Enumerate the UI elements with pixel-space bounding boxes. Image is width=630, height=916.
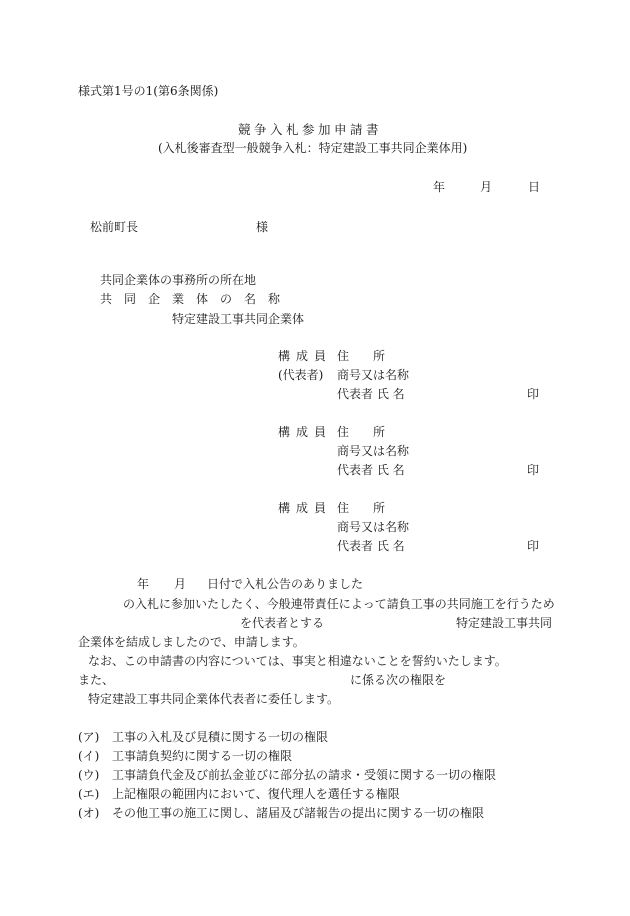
member-company-label: 商号又は名称 [337,444,410,458]
body-year: 年 [137,577,150,591]
jv-type-label: 特定建設工事共同企業体 [172,312,305,326]
body-line-3b: 特定建設工事共同 [456,616,553,630]
list-item-mark: (ウ) [78,768,100,782]
member-rep-name-label: 代表者 氏 名 [337,463,405,477]
jv-name-label: 共同企業体の名称 [100,292,293,306]
body-line-7: 特定建設工事共同企業体代表者に委任します。 [88,692,340,706]
list-item-text: 工事請負代金及び前払金並びに部分払の請求・受領に関する一切の権限 [112,768,497,782]
seal-mark: 印 [527,387,540,401]
list-item-mark: (ア) [78,730,100,744]
list-item-text: 工事請負契約に関する一切の権限 [112,749,293,763]
seal-mark: 印 [527,539,540,553]
document-title: 競争入札参加申請書 [238,122,383,137]
date-day: 日 [528,180,541,194]
document-subtitle: (入札後審査型一般競争入札：特定建設工事共同企業体用) [158,141,468,155]
member-address-label: 住 所 [337,501,386,515]
date-year: 年 [433,180,446,194]
body-month: 月 [174,577,187,591]
form-number: 様式第1号の1(第6条関係) [78,84,219,98]
body-line-4: 企業体を結成しましたので、申請します。 [78,635,305,649]
member-rep-name-label: 代表者 氏 名 [337,387,405,401]
addressee-name: 松前町長 [90,220,139,234]
jv-office-label: 共同企業体の事務所の所在地 [100,273,257,287]
member-company-label: 商号又は名称 [337,520,410,534]
seal-mark: 印 [527,463,540,477]
member-label: 構成員 [278,349,333,363]
addressee-honorific: 様 [256,220,269,234]
date-month: 月 [480,180,493,194]
list-item-text: その他工事の施工に関し、諸届及び諸報告の提出に関する一切の権限 [112,806,485,820]
member-rep-name-label: 代表者 氏 名 [337,539,405,553]
member-address-label: 住 所 [337,425,386,439]
list-item-mark: (イ) [78,749,100,763]
body-line-1: 日付で入札公告のありました [207,577,364,591]
member-address-label: 住 所 [337,349,386,363]
body-line-5: なお、この申請書の内容については、事実と相違ないことを誓約いたします。 [88,654,507,668]
list-item-text: 工事の入札及び見積に関する一切の権限 [112,730,329,744]
member-rep-tag: (代表者) [278,368,324,382]
body-line-6a: また、 [78,673,115,687]
body-line-6b: に係る次の権限を [350,673,447,687]
list-item-text: 上記権限の範囲内において、復代理人を選任する権限 [112,787,400,801]
member-label: 構成員 [278,425,333,439]
member-company-label: 商号又は名称 [337,368,410,382]
body-line-3a: を代表者とする [240,616,325,630]
list-item-mark: (オ) [78,806,100,820]
member-label: 構成員 [278,501,333,515]
body-line-2: の入札に参加いたしたく、今般連帯責任によって請負工事の共同施工を行うため [123,597,555,611]
list-item-mark: (エ) [78,787,100,801]
